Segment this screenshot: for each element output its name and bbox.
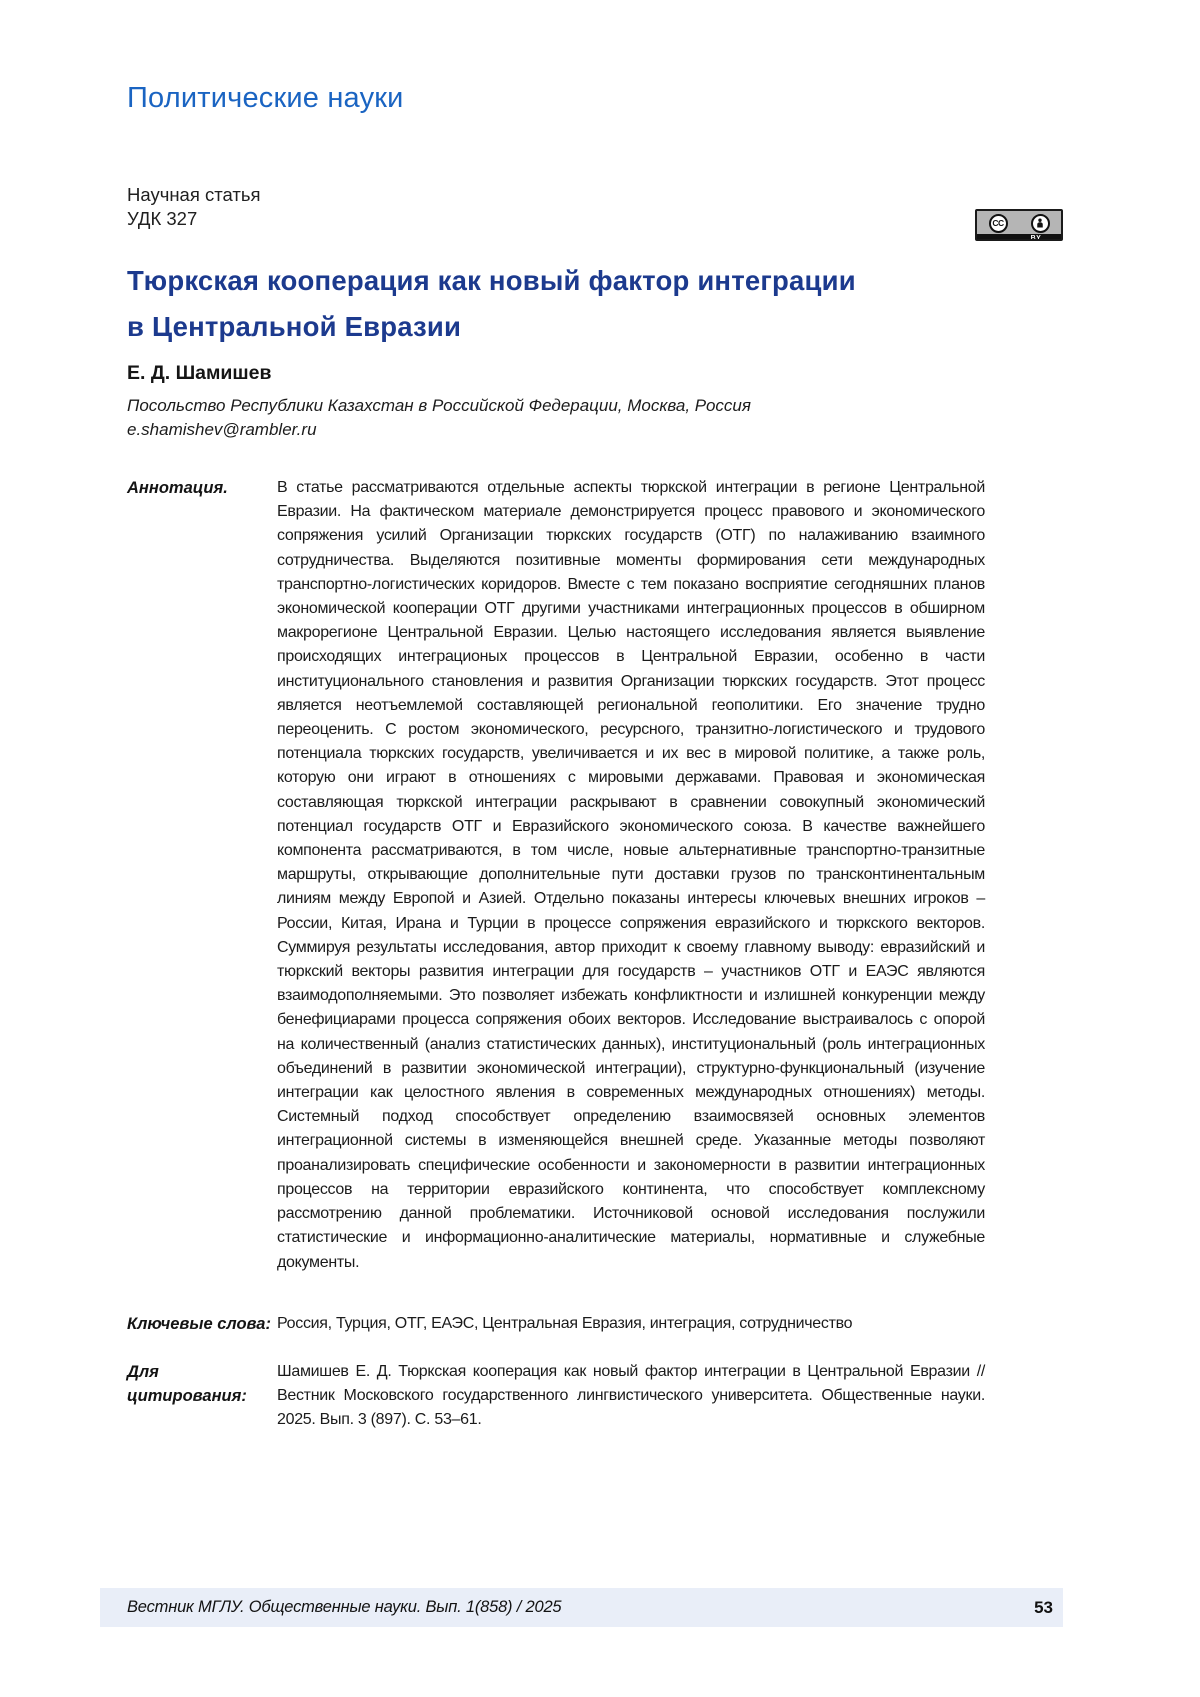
keywords-label: Ключевые слова: [127,1315,271,1333]
cc-by-license-badge[interactable] [975,209,1063,241]
abstract-section [127,476,985,1275]
citation-label: Для цитирования: [127,1363,247,1406]
abstract-label: Аннотация. [127,479,228,497]
section-header: Политические науки [127,82,404,114]
license-by-label: BY [977,234,1061,241]
article-type: Научная статья [127,184,261,205]
author-affiliation: Посольство Республики Казахстан в Российской Федерации, Москва, Россия [127,396,751,415]
footer-band [100,1588,1063,1627]
footer-journal-title: Вестник МГЛУ. Общественные науки. Вып. 1(858) / 2025 [127,1598,562,1616]
footer-page-number: 53 [1034,1597,1053,1617]
article-title [127,258,1027,350]
citation-text: Шамишев Е. Д. Тюркская кооперация как новый фактор интеграции в Центральной Евразии // Вестник Московского государственного лингвистического университета. Общественные науки. 2025. Вып. 3 (897). С. 53–61. [277,1363,985,1429]
citation-section [127,1360,985,1433]
cc-icon: CC [989,214,1008,233]
keywords-text: Россия, Турция, ОТГ, ЕАЭС, Центральная Евразия, интеграция, сотрудничество [277,1315,853,1332]
keywords-section [127,1312,985,1336]
abstract-text: В статье рассматриваются отдельные аспекты тюркской интеграции в регионе Центральной Евразии. На фактическом материале демонстрируется процесс правового и экономического сопряжения усилий Организации тюркских государств (ОТГ) по налаживанию взаимного сотрудничества. Выделяются позитивные моменты формирования сети международных транспортно-логистических коридоров. Вместе с тем показано восприятие сегодняшних планов экономической кооперации ОТГ другими участниками интеграционных процессов в обширном макрорегионе Центральной Евразии. Целью настоящего исследования является выявление происходящих интеграционых процессов в Центральной Евразии, особенно в части институционального становления и развития Организации тюркских государств. Этот процесс является неотъемлемой составляющей региональной геополитики. Его значение трудно переоценить. С ростом экономического, ресурсного, транзитно-логистического и трудового потенциала тюркских государств, увеличивается и их вес в мировой политике, а также роль, которую они играют в отношениях с мировыми державами. Правовая и экономическая составляющая тюркской интеграции раскрывают в сравнении совокупный экономический потенциал государств ОТГ и Евразийского экономического союза. В качестве важнейшего компонента рассматриваются, в том числе, новые альтернативные транспортно-транзитные маршруты, открывающие дополнительные пути доставки грузов по трансконтинентальным линиям между Европой и Азией. Отдельно показаны интересы ключевых внешних игроков – России, Китая, Ирана и Турции в процессе сопряжения евразийского и тюркского векторов. Суммируя результаты исследования, автор приходит к своему главному выводу: евразийский и тюркский векторы развития интеграции для государств – участников ОТГ и ЕАЭС являются взаимодополняемыми. Это позволяет избежать конфликтности и излишней конкуренции между бенефициарами процесса сопряжения обоих векторов. Исследование выстраивалось с опорой на количественный (анализ статистических данных), институциональный (роль интеграционных объединений в развитии экономической интеграции), структурно-функциональный (изучение интеграции как целостного явления в современных международных отношениях) методы. Системный подход способствует определению взаимосвязей основных элементов интеграционной системы в изменяющейся внешней среде. Указанные методы позволяют проанализировать специфические особенности и закономерности в развитии интеграционных процессов на территории евразийского континента, что способствует комплексному рассмотрению данной проблематики. Источниковой основой исследования послужили статистические и информационно-аналитические материалы, нормативные и служебные документы. [277,479,985,1271]
author-email: e.shamishev@rambler.ru [127,420,317,439]
attribution-person-icon [1031,214,1050,233]
article-title-line2: в Центральной Евразии [127,311,462,342]
author-name: Е. Д. Шамишев [127,362,272,384]
license-icons [977,211,1061,234]
article-title-line1: Тюркская кооперация как новый фактор интеграции [127,265,856,296]
udk-number: УДК 327 [127,208,198,229]
article-meta [127,183,261,231]
